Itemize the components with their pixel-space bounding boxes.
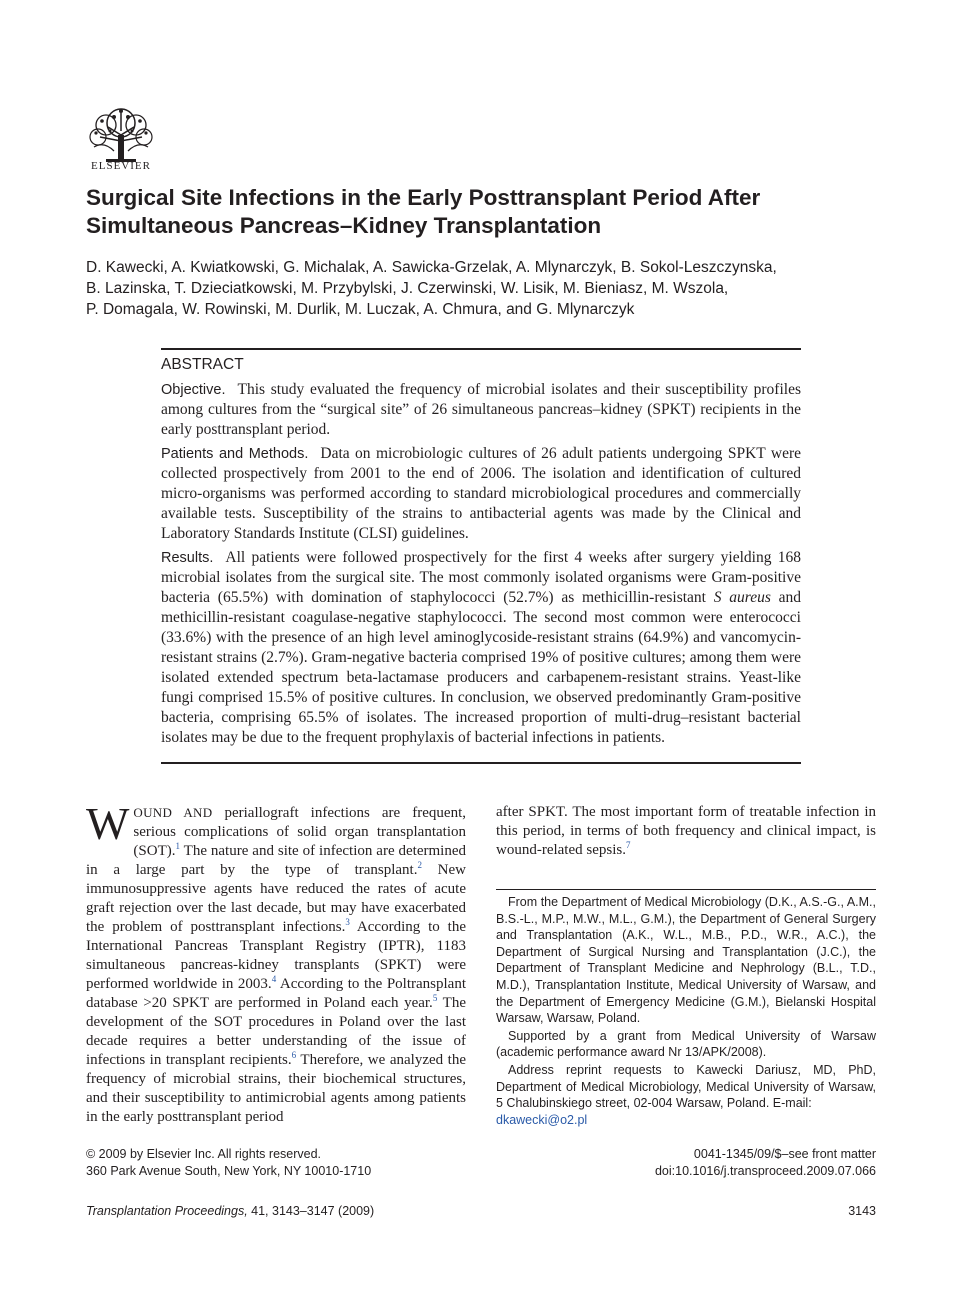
authors-line-1: D. Kawecki, A. Kwiatkowski, G. Michalak, A. Sawicka-Grzelak, A. Mlynarczyk, B. Sokol-Leszczynska, [86,259,777,276]
results-organism: S aureus [713,589,771,606]
journal-volume-pages: 41, 3143–3147 (2009) [247,1204,375,1218]
body-text: New immunosuppressive agents have reduced the rates of acute graft rejection over the last decade, but may have exacerbated the problem of posttransplant infections. [86,862,466,935]
journal-citation [86,1204,586,1218]
body-text: Therefore, we analyzed the frequency of microbial strains, their biochemical structures, and their susceptibility to antimicrobial agents among patients in the early posttransplant period [86,1052,466,1125]
copyright-block [86,1146,506,1180]
citation-link[interactable]: 6 [291,1050,297,1060]
copyright-line: © 2009 by Elsevier Inc. All rights reserved. [86,1147,322,1161]
abstract-box [161,348,801,764]
authors-line-2: B. Lazinska, T. Dzieciatkowski, M. Przybylski, J. Czerwinski, W. Lisik, M. Bieniasz, M. Wszola, [86,280,729,297]
abstract-heading: ABSTRACT [161,356,244,373]
body-text: periallograft infections are frequent, serious complications of solid organ transplantation (SOT). [133,805,467,859]
body-text: According to the Poltransplant database >20 SPKT are performed in Poland each year. [86,976,467,1011]
authors-line-3: P. Domagala, W. Rowinski, M. Durlik, M. Luczak, A. Chmura, and G. Mlynarczyk [86,301,635,318]
doi-line: doi:10.1016/j.transproceed.2009.07.066 [654,1164,876,1178]
results-text-b: and methicillin-resistant coagulase-negative staphylococci. The second most common were enterococci (33.6%) with the presence of an high level aminoglycoside-resistant strains (64.9%) and vancomycin-resistant strains (2.7%). Gram-negative bacteria comprised 19% of positive cultures; among them were isolated extended spectrum beta-lactamase producers and carbapenem-resistant strains. Yeast-like fungi comprised 15.5% of positive cultures. In conclusion, we observed predominantly Gram-positive bacteria, comprising 65.5% of isolates. The increased proportion of multi-drug–resistant bacterial isolates may be due to the frequent prophylaxis of bacterial infections in patients. [161,589,801,746]
title-line-2: Simultaneous Pancreas–Kidney Transplantation [86,213,602,238]
body-text: after SPKT. The most important form of treatable infection in this period, in terms of both frequency and clinical impact, is wound-related sepsis. [496,804,876,858]
objective-text: This study evaluated the frequency of microbial isolates and their susceptibility profiles among cultures from the “surgical site” of 26 simultaneous pancreas–kidney (SPKT) recipients in the early posttransplant period. [161,381,801,438]
results-text-a: All patients were followed prospectively for the first 4 weeks after surgery yielding 168 microbial isolates from the surgical site. The most commonly isolated organisms were Gram-positive bacteria (65.5%) with domination of staphylococci (52.7%) as methicillin-resistant [161,549,801,606]
abstract-results [161,548,801,748]
citation-link[interactable]: 1 [175,841,180,851]
citation-link[interactable]: 5 [432,993,438,1003]
journal-name: Transplantation Proceedings, [86,1204,248,1218]
body-column-left [86,798,467,1127]
citation-link[interactable]: 7 [625,840,631,850]
author-list [86,257,886,320]
intro-paragraph [86,798,467,1127]
page-number: 3143 [848,1204,876,1218]
affiliation-from: From the Department of Medical Microbiology (D.K., A.S.-G., A.M., B.S.-L., M.P., M.W., M.L., G.M.), the Department of General Surgery and Transplantation (A.K., W.L., M.B., P.D., W.R., A.C.), the Department of Surgical Nursing and Transplantation (J.C.), the Department of Transplant Medicine and Nephrology (B.L., T.D., M.D.), Transplantation Institute, Medical University of Warsaw, and the Department of Emergency Medicine (G.M.), Bielanski Hospital Warsaw, Warsaw, Poland. [496,895,876,1026]
body-text: The development of the SOT procedures in Poland over the last decade requires a better understanding of the issue of infections in transplant recipients. [86,995,466,1068]
citation-link[interactable]: 3 [345,917,350,927]
affiliation-reprint [496,1062,876,1128]
citation-link[interactable]: 4 [271,974,277,984]
results-label: Results. [161,550,214,566]
abstract-objective [161,380,801,440]
small-caps-lead: OUND AND [133,805,213,820]
affiliation-support: Supported by a grant from Medical University of Warsaw (academic performance award Nr 13/APK/2008). [496,1028,876,1060]
publisher-name: ELSEVIER [91,160,151,172]
affiliation-footnote [496,889,876,1129]
methods-label: Patients and Methods. [161,446,309,462]
title-line-1: Surgical Site Infections in the Early Posttransplant Period After [86,185,761,210]
issn-line: 0041-1345/09/$–see front matter [693,1147,876,1161]
reprint-text: Address reprint requests to Kawecki Dariusz, MD, PhD, Department of Medical Microbiology, Medical University of Warsaw, 5 Chalubinskiego street, 02-004 Warsaw, Poland. E-mail: [496,1062,876,1111]
email-link[interactable]: dkawecki@o2.pl [496,1112,588,1127]
article-title [86,184,886,240]
methods-text: Data on microbiologic cultures of 26 adult patients undergoing SPKT were collected prospectively from 2001 to the end of 2006. The isolation and identification of cultured micro-organisms was performed according to standard microbiological procedures and commercially available tests. Susceptibility of the strains to antibacterial agents was made by the Clinical and Laboratory Standards Institute (CLSI) guidelines. [161,445,801,542]
publisher-address: 360 Park Avenue South, New York, NY 10010-1710 [86,1164,372,1178]
body-column-right [496,803,876,860]
abstract-methods [161,444,801,544]
issn-doi-block [520,1146,876,1180]
body-text: The nature and site of infection are determined in a large part by the type of transplant. [86,843,466,878]
intro-paragraph-continued [496,803,876,860]
drop-cap: W [86,798,130,849]
objective-label: Objective. [161,382,226,398]
body-text: According to the International Pancreas Transplant Registry (IPTR), 1183 simultaneous pancreas-kidney transplants (SPKT) were performed worldwide in 2003. [86,919,466,992]
citation-link[interactable]: 2 [417,860,422,870]
